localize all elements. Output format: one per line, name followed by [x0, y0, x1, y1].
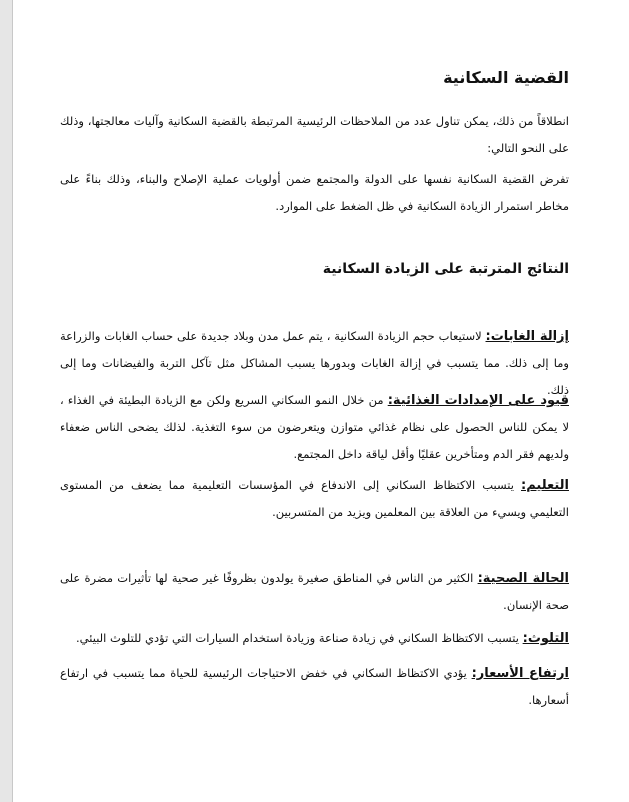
consequence-text: يتسبب الاكتظاظ السكاني في زيادة صناعة وزيادة استخدام السيارات التي تؤدي للتلوث البيئي. [76, 631, 523, 645]
document-title: القضية السكانية [443, 68, 569, 87]
consequence-text: الكثير من الناس في المناطق صغيرة يولدون بظروفًا غير صحية لها تأثيرات مضرة على صحة الإنسان. [60, 571, 569, 612]
intro-paragraph: انطلاقاً من ذلك، يمكن تناول عدد من الملاحظات الرئيسية المرتبطة بالقضية السكانية وآليات معالجتها، وذلك على النحو التالي: [60, 114, 569, 155]
consequence-item-pollution [60, 625, 569, 652]
consequence-term: قيود على الإمدادات الغذائية: [387, 393, 569, 408]
section-title: النتائج المترتبة على الزيادة السكانية [322, 261, 569, 277]
consequence-term: الحالة الصحية: [477, 571, 569, 586]
consequence-text: لاستيعاب حجم الزيادة السكانية ، يتم عمل مدن وبلاد جديدة على حساب الغابات والزراعة وما إلى ذلك. مما يتسبب في إزالة الغابات وبدورها يسبب المشاكل مثل تآكل التربة والفيضانات وما إلى ذلك. [60, 329, 569, 397]
consequence-term: إزالة الغابات: [485, 329, 569, 344]
consequence-item-food-supply [60, 387, 569, 468]
consequence-text: يتسبب الاكتظاظ السكاني إلى الاندفاع في المؤسسات التعليمية مما يضعف من المستوى التعليمي ويسيء من العلاقة بين المعلمين ويزيد من المتسربين. [60, 478, 569, 519]
consequence-text: من خلال النمو السكاني السريع ولكن مع الزيادة البطيئة في الغذاء ، لا يمكن للناس الحصول على نظام غذائي متوازن ويتعرضون من سوء التغذية. لذلك يضحى الناس ضعفاء ولديهم فقر الدم ومتأخرين عقليًا وأقل لياقة داخل المجتمع. [60, 393, 569, 461]
consequence-item-health [60, 565, 569, 619]
consequence-item-prices [60, 660, 569, 714]
consequence-term: التلوث: [522, 631, 569, 646]
page-edge-line [12, 0, 13, 802]
consequence-item-education [60, 472, 569, 526]
consequence-text: يؤدي الاكتظاظ السكاني في خفض الاحتياجات الرئيسية للحياة مما يتسبب في ارتفاع أسعارها. [60, 666, 569, 707]
page-edge [0, 0, 12, 802]
consequence-term: ارتفاع الأسعار: [471, 666, 569, 681]
consequence-term: التعليم: [521, 478, 569, 493]
statement-paragraph: تفرض القضية السكانية نفسها على الدولة والمجتمع ضمن أولويات عملية الإصلاح والبناء، وذلك بناءً على مخاطر استمرار الزيادة السكانية في ظل الضغط على الموارد. [60, 172, 569, 213]
